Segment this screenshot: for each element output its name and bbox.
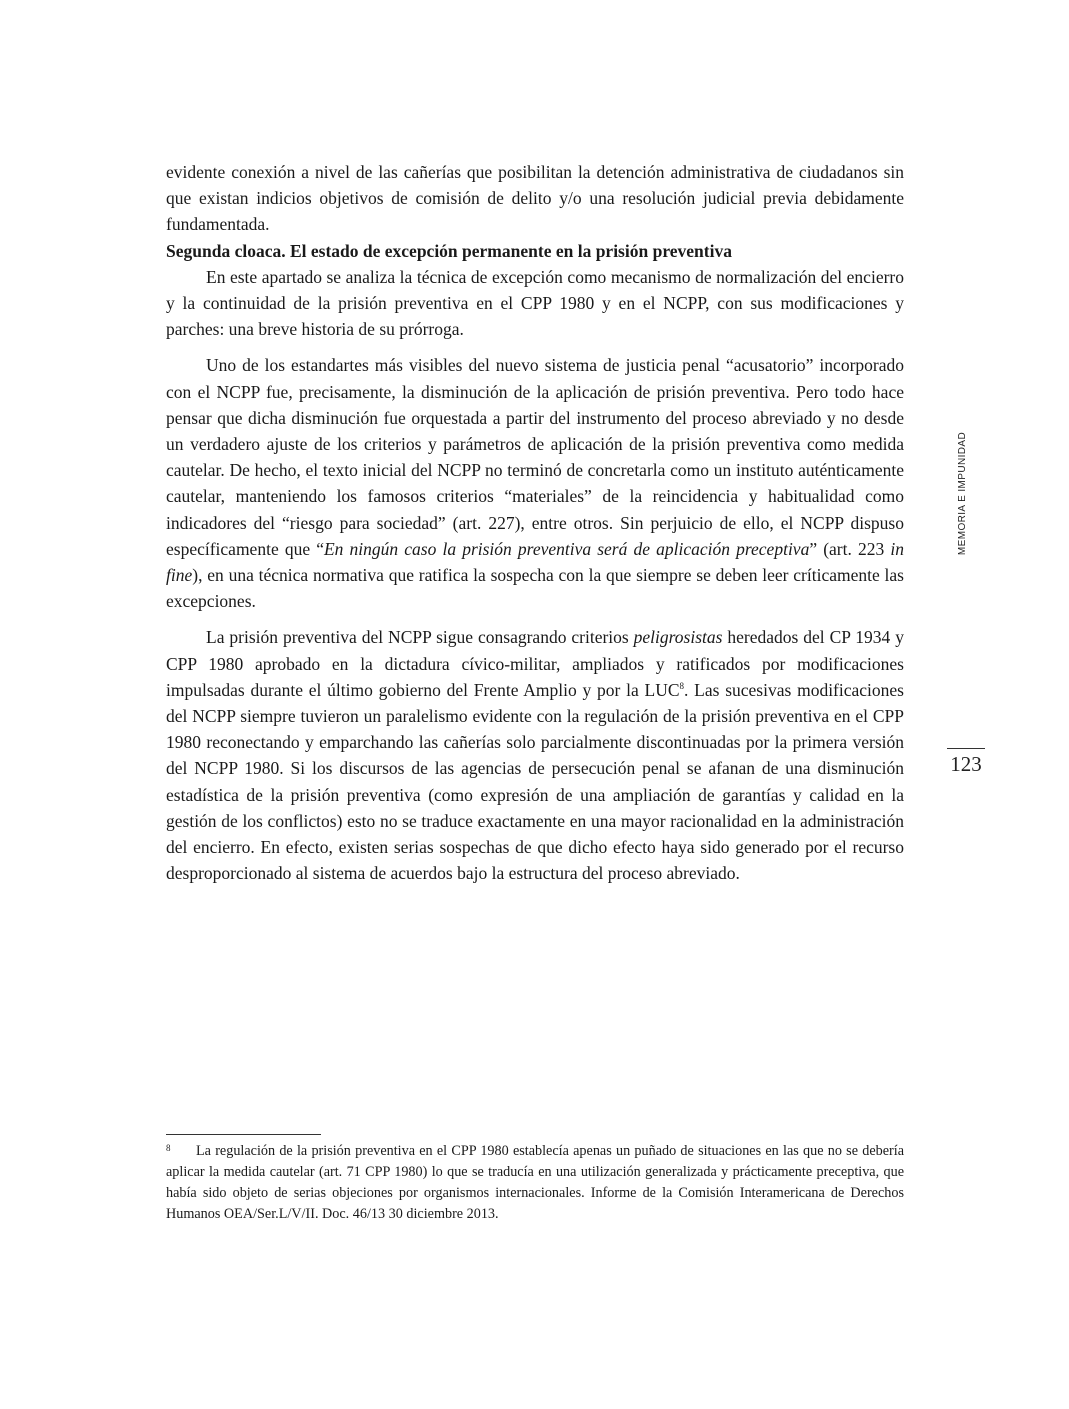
footnote-reference[interactable]: 8	[679, 681, 685, 692]
section-heading: Segunda cloaca. El estado de excepción permanente en la prisión preventiva	[166, 240, 732, 261]
footnote-text: La regulación de la prisión preventiva en el CPP 1980 establecía apenas un puñado de situaciones en las que no se debería aplicar la medida cautelar (art. 71 CPP 1980) lo que se traducía en una utilización generalizada y prácticamente preceptiva, que había sido objeto de serias objeciones por organismos internacionales. Informe de la Comisión Interamericana de Derechos Humanos OEA/Ser.L/V/II. Doc. 46/13 30 diciembre 2013.	[166, 1143, 904, 1222]
page-number-rule	[947, 748, 985, 749]
paragraph-3-part-2: heredados del CP 1934 y CPP 1980 aprobado en la dictadura cívico-militar, ampliados y ratificados por modificaciones impulsadas durante el último gobierno del Frente Amplio y por la LUC	[166, 627, 904, 700]
paragraph-3-italic-term: peligrosistas	[633, 627, 723, 648]
running-header-text: MEMORIA E IMPUNIDAD	[957, 431, 969, 555]
paragraph-3	[166, 624, 904, 886]
paragraph-2-quote: En ningún caso la prisión preventiva será de aplicación preceptiva	[323, 538, 810, 559]
paragraph-2-part-2: ” (art. 223	[809, 538, 891, 559]
running-header-vertical	[954, 418, 972, 568]
lead-paragraph: evidente conexión a nivel de las cañerías que posibilitan la detención administrativa de ciudadanos sin que existan indicios objetivos de comisión de delito y/o una resolución judicial previa debidamente fundamentada.	[166, 162, 904, 235]
paragraph-2-in-fine: in fine	[166, 538, 904, 586]
paragraph-3-part-1: La prisión preventiva del NCPP sigue consagrando criterios	[206, 627, 634, 648]
footnote	[166, 1141, 904, 1225]
body-text	[166, 159, 904, 896]
paragraph-3-part-3: . Las sucesivas modificaciones del NCPP siempre tuvieron un paralelismo evidente con la regulación de la prisión preventiva en el CPP 1980 reconectando y emparchando las cañerías solo parcialmente discontinuadas por la primera versión del NCPP 1980. Si los discursos de las agencias de persecución penal se afanan de una disminución estadística de la prisión preventiva (como expresión de una ampliación de garantías y calidad en la gestión de los conflictos) esto no se traduce exactamente en una mayor racionalidad en la administración del encierro. En efecto, existen serias sospechas de que dicho efecto haya sido generado por el recurso desproporcionado al sistema de acuerdos bajo la estructura del proceso abreviado.	[166, 679, 904, 884]
footnote-separator	[166, 1134, 321, 1135]
page-number: 123	[950, 752, 982, 776]
footnote-number: 8	[166, 1143, 171, 1153]
paragraph-2-part-3: ), en una técnica normativa que ratifica la sospecha con la que siempre se deben leer críticamente las excepciones.	[166, 565, 904, 612]
paragraph-2-part-1: Uno de los estandartes más visibles del nuevo sistema de justicia penal “acusatorio” incorporado con el NCPP fue, precisamente, la disminución de la aplicación de prisión preventiva. Pero todo hace pensar que dicha disminución fue orquestada a partir del instrumento del proceso abreviado y no desde un verdadero ajuste de los criterios y parámetros de aplicación de la prisión preventiva como medida cautelar. De hecho, el texto inicial del NCPP no terminó de concretarla como un instituto auténticamente cautelar, manteniendo los famosos criterios “materiales” de la reincidencia y habitualidad como indicadores del “riesgo para sociedad” (art. 227), entre otros. Sin perjuicio de ello, el NCPP dispuso específicamente que “	[166, 355, 904, 559]
paragraph-2	[166, 352, 904, 614]
paragraph-1: En este apartado se analiza la técnica de excepción como mecanismo de normalización del encierro y la continuidad de la prisión preventiva en el CPP 1980 y en el NCPP, con sus modificaciones y parches: una breve historia de su prórroga.	[166, 266, 904, 340]
